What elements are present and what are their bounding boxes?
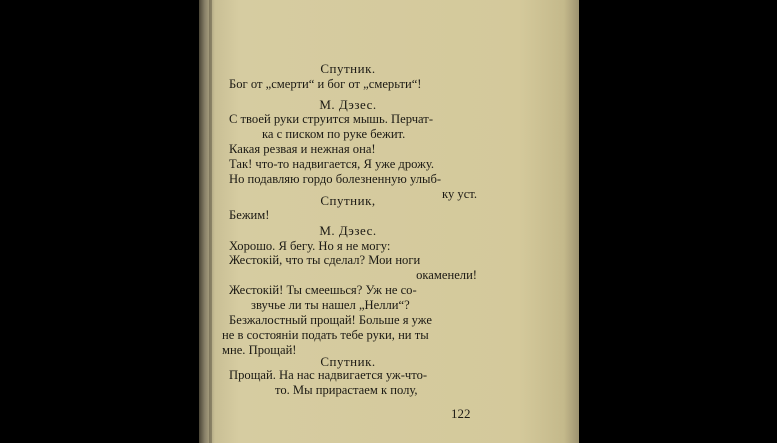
text-line: ка с писком по руке бежит. [262,127,406,141]
text-line: Прощай. На нас надвигается уж-что- [229,368,428,382]
text-line: ку уст. [442,187,477,201]
text-line: Безжалостный прощай! Больше я уже [229,313,432,327]
speaker-heading: Спутник. [320,61,376,76]
speaker-heading: Спутник, [320,193,376,208]
text-line: то. Мы прирастаем к полу, [275,383,418,397]
text-line: не в состояніи подать тебе руки, ни ты [222,328,429,342]
speaker-heading: М. Дэзес. [319,223,377,238]
text-line: Жестокій, что ты сделал? Мои ноги [229,253,421,267]
text-line: мне. Прощай! [222,343,297,357]
text-line: Но подавляю гордо болезненную улыб- [229,172,442,186]
speaker-heading: Спутник. [320,354,376,369]
text-line: звучье ли ты нашел „Нелли“? [251,298,410,312]
book-page [199,0,579,443]
text-line: окаменели! [416,268,477,282]
text-line: Бежим! [229,208,270,222]
text-line: Какая резвая и нежная она! [229,142,376,156]
speaker-heading: М. Дэзес. [319,97,377,112]
text-line: Хорошо. Я бегу. Но я не могу: [229,239,391,253]
text-line: Жестокій! Ты смеешься? Уж не со- [229,283,417,297]
text-line: С твоей руки струится мышь. Перчат- [229,112,434,126]
text-line: Бог от „смерти“ и бог от „смерьти“! [229,77,422,91]
page-number: 122 [451,406,471,421]
text-line: Так! что-то надвигается, Я уже дрожу. [229,157,435,171]
